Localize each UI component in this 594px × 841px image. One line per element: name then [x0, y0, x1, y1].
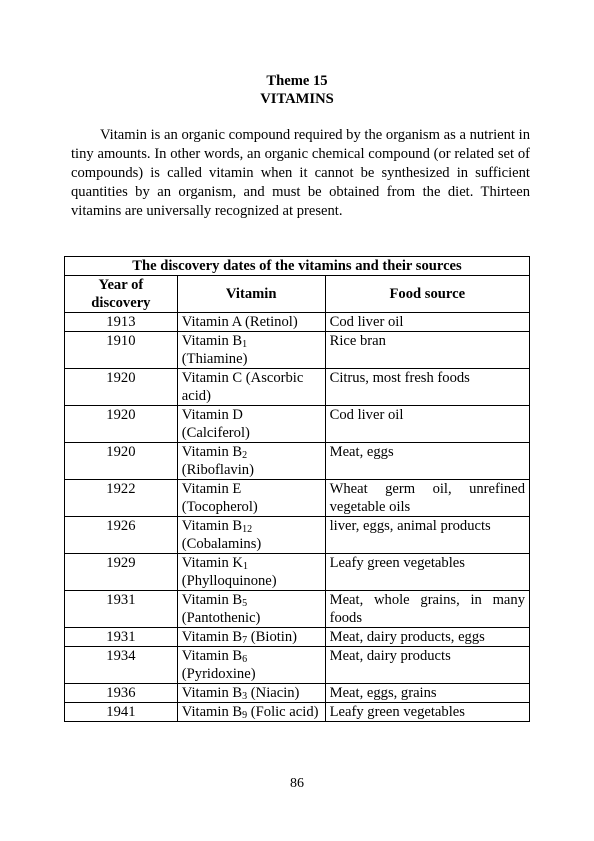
- food-source-cell: Leafy green vegetables: [325, 703, 529, 722]
- year-cell: 1941: [65, 703, 178, 722]
- food-source-cell: Meat, whole grains, in many foods: [325, 591, 529, 628]
- food-source-cell: Meat, eggs, grains: [325, 684, 529, 703]
- vitamin-table: [64, 256, 530, 722]
- year-cell: 1920: [65, 443, 178, 480]
- vitamin-name: Vitamin E: [181, 481, 242, 497]
- table-row: [65, 628, 530, 647]
- vitamin-cell: [177, 554, 325, 591]
- vitamin-name: Vitamin B: [181, 629, 243, 645]
- vitamin-subscript: 5: [242, 598, 248, 609]
- vitamin-name: Vitamin K: [181, 555, 243, 571]
- vitamin-subscript: 1: [242, 561, 248, 572]
- table-body: [65, 313, 530, 722]
- food-source-cell: Rice bran: [325, 332, 529, 369]
- theme-title: VITAMINS: [260, 91, 334, 107]
- vitamin-cell: [177, 406, 325, 443]
- year-cell: 1929: [65, 554, 178, 591]
- header-year: Year of discovery: [65, 276, 178, 313]
- vitamin-name: Vitamin B: [181, 704, 243, 720]
- vitamin-chemical-name: (Phylloquinone): [181, 573, 277, 589]
- vitamin-chemical-name: (Niacin): [250, 685, 300, 701]
- vitamin-chemical-name: (Ascorbic acid): [181, 370, 304, 404]
- vitamin-cell: [177, 480, 325, 517]
- vitamin-name: Vitamin C: [181, 370, 243, 386]
- food-source-cell: Meat, dairy products, eggs: [325, 628, 529, 647]
- year-cell: 1920: [65, 369, 178, 406]
- vitamin-chemical-name: (Pyridoxine): [181, 666, 256, 682]
- vitamin-cell: [177, 703, 325, 722]
- vitamin-name: Vitamin B: [181, 592, 243, 608]
- food-source-cell: Meat, dairy products: [325, 647, 529, 684]
- table-row: [65, 332, 530, 369]
- vitamin-subscript: 1: [242, 339, 248, 350]
- table-row: [65, 517, 530, 554]
- vitamin-chemical-name: (Retinol): [244, 314, 298, 330]
- year-cell: 1931: [65, 591, 178, 628]
- vitamin-name: Vitamin B: [181, 648, 243, 664]
- vitamin-cell: [177, 647, 325, 684]
- vitamin-chemical-name: (Cobalamins): [181, 536, 262, 552]
- theme-number: Theme 15: [266, 73, 328, 89]
- header-vitamin: Vitamin: [177, 276, 325, 313]
- table-row: [65, 591, 530, 628]
- table-row: [65, 369, 530, 406]
- vitamin-chemical-name: (Thiamine): [181, 351, 248, 367]
- vitamin-name: Vitamin B: [181, 444, 243, 460]
- vitamin-name: Vitamin A: [181, 314, 242, 330]
- vitamin-cell: [177, 313, 325, 332]
- vitamin-cell: [177, 332, 325, 369]
- vitamin-subscript: 9: [242, 710, 248, 721]
- table-row: [65, 684, 530, 703]
- food-source-cell: Meat, eggs: [325, 443, 529, 480]
- vitamin-cell: [177, 684, 325, 703]
- year-cell: 1936: [65, 684, 178, 703]
- year-cell: 1913: [65, 313, 178, 332]
- vitamin-subscript: 6: [242, 654, 248, 665]
- vitamin-cell: [177, 591, 325, 628]
- food-source-cell: Cod liver oil: [325, 313, 529, 332]
- vitamin-cell: [177, 369, 325, 406]
- vitamin-name: Vitamin B: [181, 333, 243, 349]
- vitamin-subscript: 2: [242, 450, 248, 461]
- table-row: [65, 406, 530, 443]
- food-source-cell: liver, eggs, animal products: [325, 517, 529, 554]
- vitamin-subscript: 7: [242, 635, 248, 646]
- vitamin-name: Vitamin B: [181, 685, 243, 701]
- food-source-cell: Leafy green vegetables: [325, 554, 529, 591]
- vitamin-cell: [177, 628, 325, 647]
- vitamin-chemical-name: (Pantothenic): [181, 610, 261, 626]
- table-row: [65, 703, 530, 722]
- vitamin-subscript: 3: [242, 691, 248, 702]
- table-caption: The discovery dates of the vitamins and their sources: [65, 257, 530, 276]
- year-cell: 1920: [65, 406, 178, 443]
- vitamin-chemical-name: (Riboflavin): [181, 462, 254, 478]
- header-food-source: Food source: [325, 276, 529, 313]
- vitamin-chemical-name: (Folic acid): [250, 704, 319, 720]
- table-row: [65, 443, 530, 480]
- vitamin-chemical-name: (Biotin): [250, 629, 298, 645]
- vitamin-cell: [177, 443, 325, 480]
- intro-paragraph: Vitamin is an organic compound required by the organism as a nutrient in tiny amounts. In other words, an organic chemical compound (or related set of compounds) is called vitamin when it cannot be synthesized in sufficient quantities by an organism, and must be obtained from the diet. Thirteen vitamins are universally recognized at present.: [71, 127, 530, 219]
- theme-heading: [0, 72, 594, 108]
- table-row: [65, 554, 530, 591]
- year-cell: 1922: [65, 480, 178, 517]
- vitamin-name: Vitamin B: [181, 518, 243, 534]
- food-source-cell: Wheat germ oil, unrefined vegetable oils: [325, 480, 529, 517]
- year-cell: 1910: [65, 332, 178, 369]
- vitamin-chemical-name: (Tocopherol): [181, 499, 258, 515]
- vitamin-name: Vitamin D: [181, 407, 243, 423]
- vitamin-chemical-name: (Calciferol): [181, 425, 250, 441]
- vitamin-cell: [177, 517, 325, 554]
- vitamin-subscript: 12: [242, 524, 253, 535]
- year-cell: 1931: [65, 628, 178, 647]
- food-source-cell: Citrus, most fresh foods: [325, 369, 529, 406]
- year-cell: 1934: [65, 647, 178, 684]
- year-cell: 1926: [65, 517, 178, 554]
- page-number: 86: [290, 776, 304, 791]
- food-source-cell: Cod liver oil: [325, 406, 529, 443]
- table-row: [65, 313, 530, 332]
- table-row: [65, 647, 530, 684]
- table-row: [65, 480, 530, 517]
